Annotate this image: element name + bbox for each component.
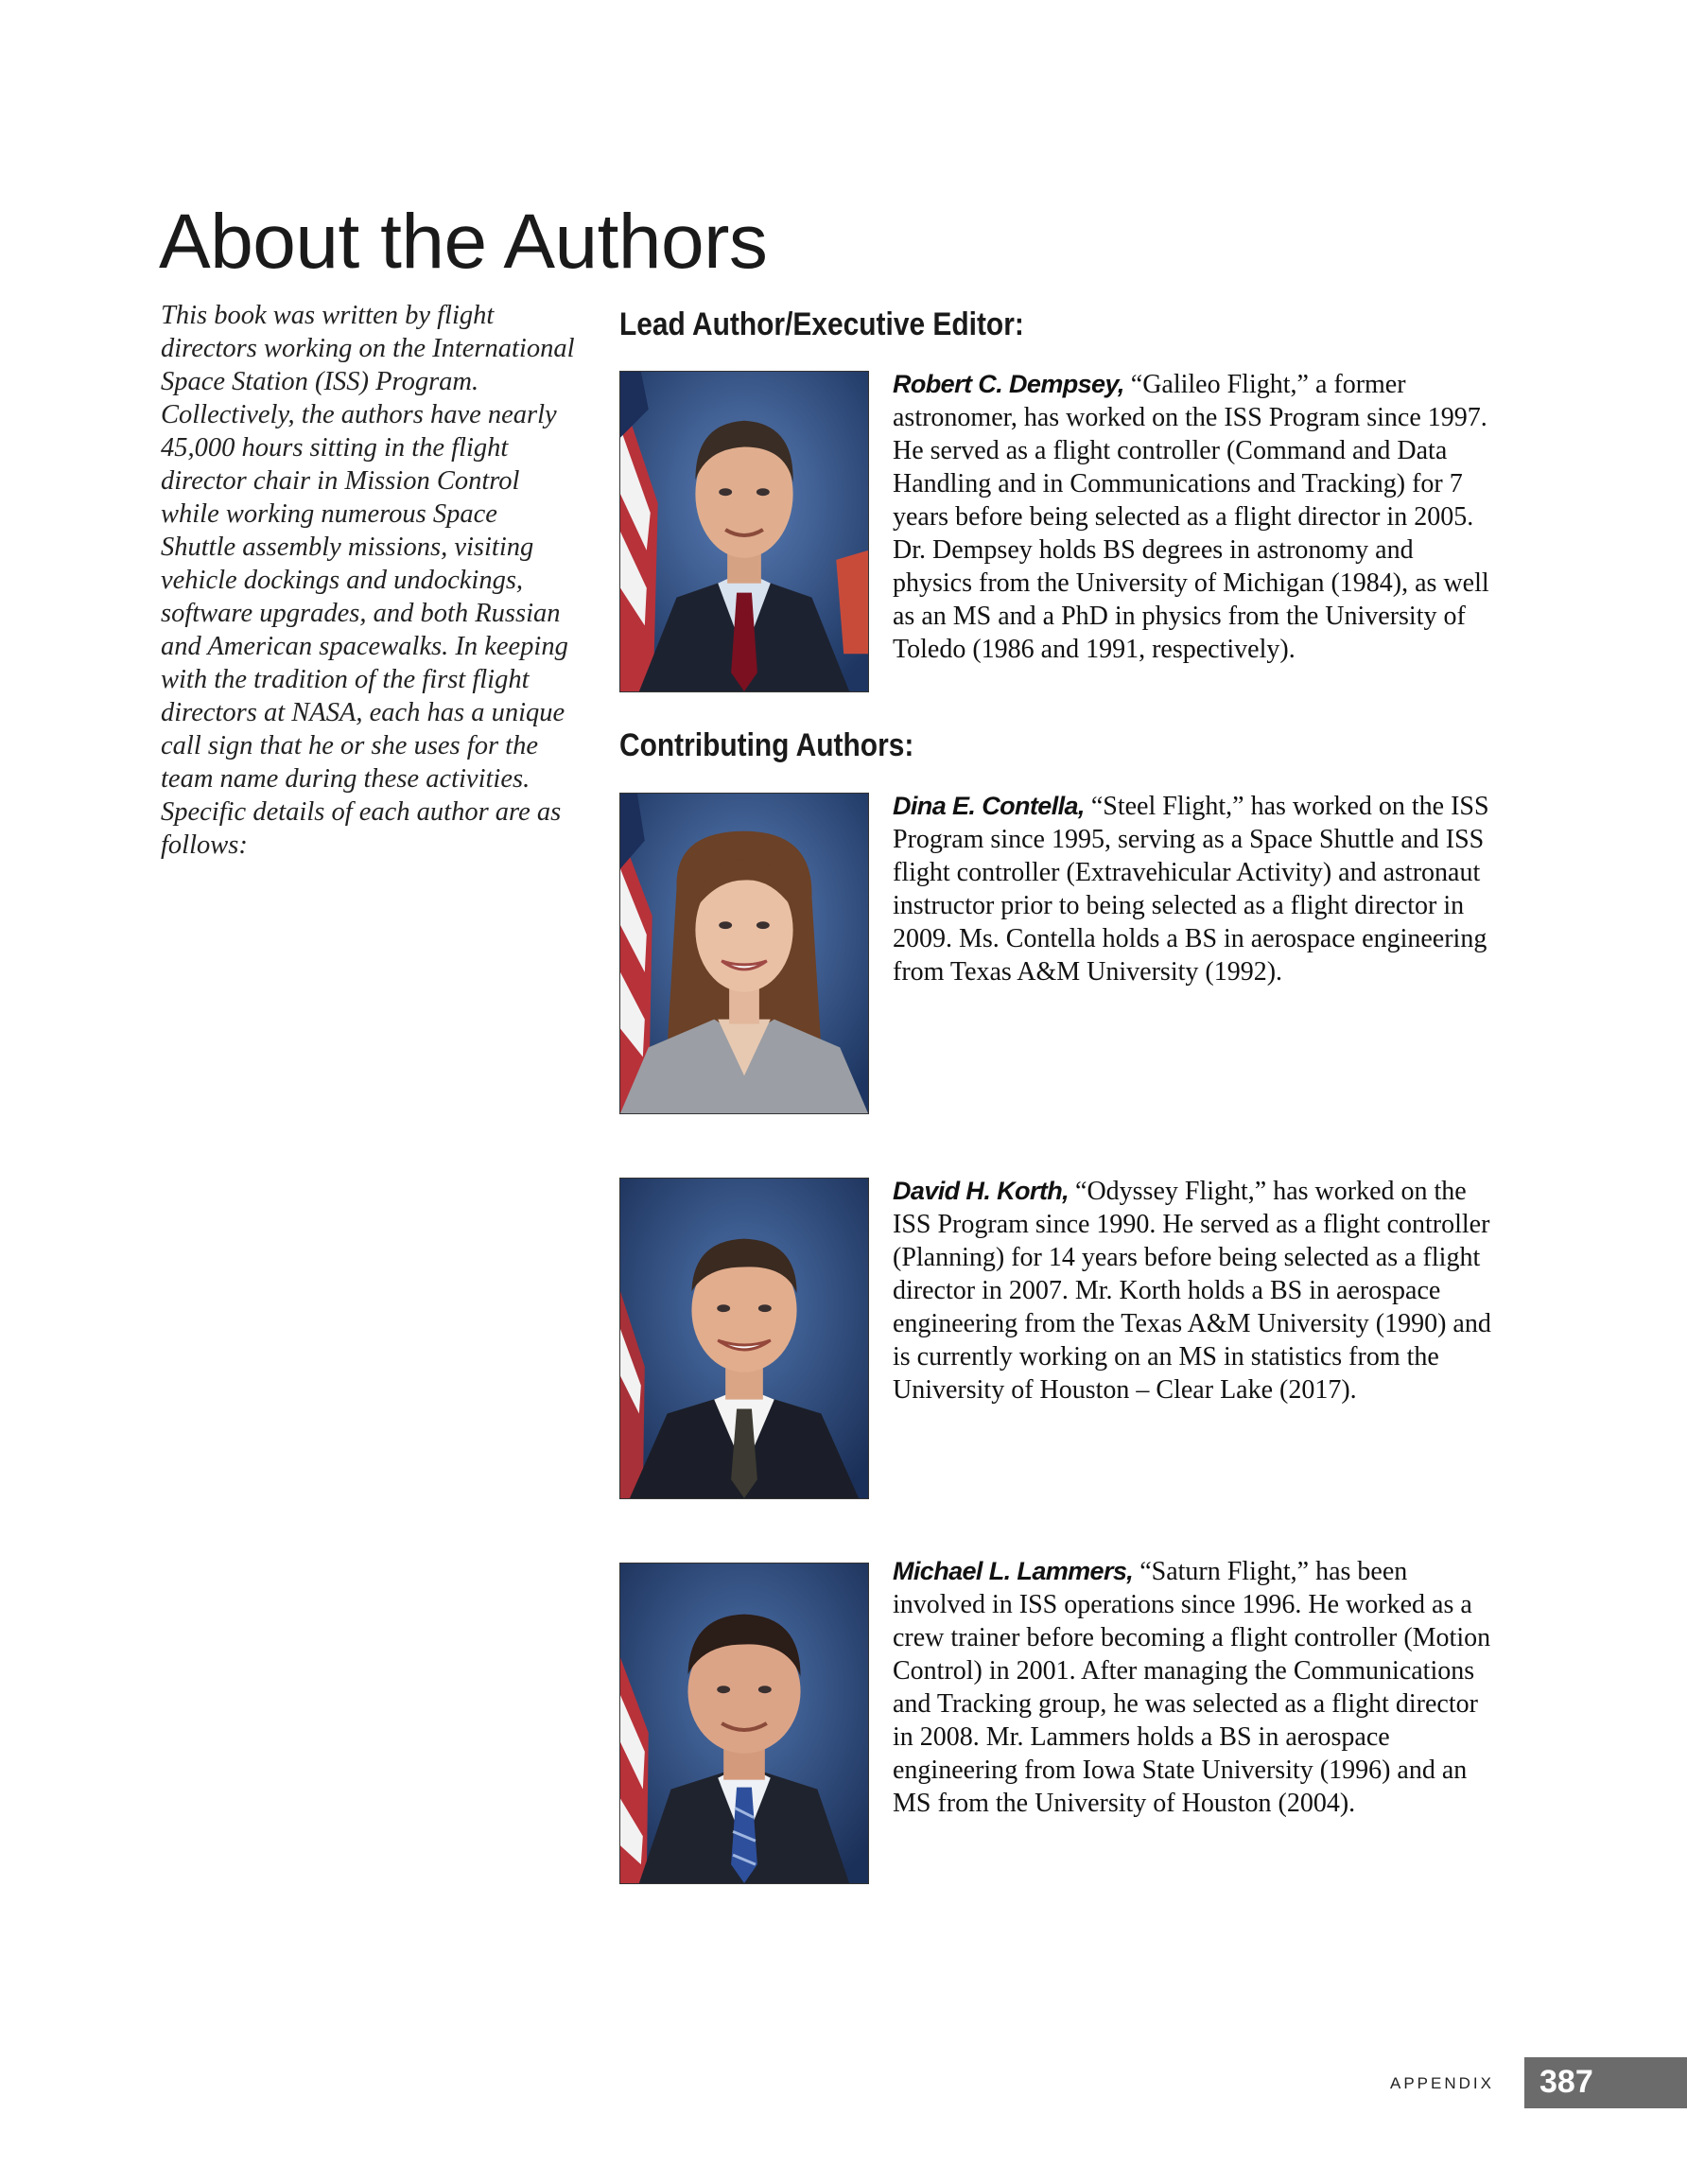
author-bio-dempsey [893, 368, 1498, 666]
page-number-box [1524, 2057, 1687, 2108]
author-name: Michael L. Lammers, [893, 1557, 1134, 1585]
lead-author-heading: Lead Author/Executive Editor: [619, 306, 1024, 342]
author-bio-text: “Galileo Flight,” a former astronomer, has worked on the ISS Program since 1997. He served as a flight controller (Command and Data Handling and in Communications and Tracking) for 7 years before being selected as a flight director in 2005. Dr. Dempsey holds BS degrees in astronomy and physics from the University of Michigan (1984), as well as an MS and a PhD in physics from the University of Toledo (1986 and 1991, respectively). [893, 370, 1489, 664]
author-photo-dempsey [619, 371, 869, 692]
author-bio-lammers [893, 1555, 1498, 1820]
author-bio-text: “Saturn Flight,” has been involved in ISS operations since 1996. He worked as a crew trainer before becoming a flight controller (Motion Control) in 2001. After managing the Communications and Tracking group, he was selected as a flight director in 2008. Mr. Lammers holds a BS in aerospace engineering from Iowa State University (1996) and an MS from the University of Houston (2004). [893, 1557, 1491, 1818]
page-number: 387 [1539, 2064, 1593, 2100]
footer-section-label: APPENDIX [1390, 2074, 1494, 2092]
author-name: Dina E. Contella, [893, 792, 1085, 820]
author-name: David H. Korth, [893, 1177, 1070, 1205]
author-photo-contella [619, 793, 869, 1114]
author-bio-contella [893, 790, 1498, 988]
author-bio-korth [893, 1175, 1498, 1406]
contributing-authors-heading: Contributing Authors: [619, 727, 914, 763]
author-bio-text: “Steel Flight,” has worked on the ISS Program since 1995, serving as a Space Shuttle and ISS flight controller (Extravehicular Activity) and astronaut instructor prior to being selected as a flight director in 2009. Ms. Contella holds a BS in aerospace engineering from Texas A&M University (1992). [893, 792, 1489, 987]
author-bio-text: “Odyssey Flight,” has worked on the ISS Program since 1990. He served as a flight controller (Planning) for 14 years before being selected as a flight director in 2007. Mr. Korth holds a BS in aerospace engineering from the Texas A&M University (1990) and is currently working on an MS in statistics from the University of Houston – Clear Lake (2017). [893, 1177, 1491, 1405]
author-name: Robert C. Dempsey, [893, 370, 1124, 398]
author-photo-korth [619, 1178, 869, 1499]
author-photo-lammers [619, 1563, 869, 1884]
intro-text: This book was written by flight directors working on the International Space Station (ISS) Program. Collectively, the authors have nearly 45,000 hours sitting in the flight director chair in Mission Control while working numerous Space Shuttle assembly missions, visiting vehicle dockings and undockings, software upgrades, and both Russian and American spacewalks. In keeping with the tradition of the first flight directors at NASA, each has a unique call sign that he or she uses for the team name during these activities. Specific details of each author are as follows: [161, 301, 575, 860]
page-title: About the Authors [159, 199, 768, 285]
